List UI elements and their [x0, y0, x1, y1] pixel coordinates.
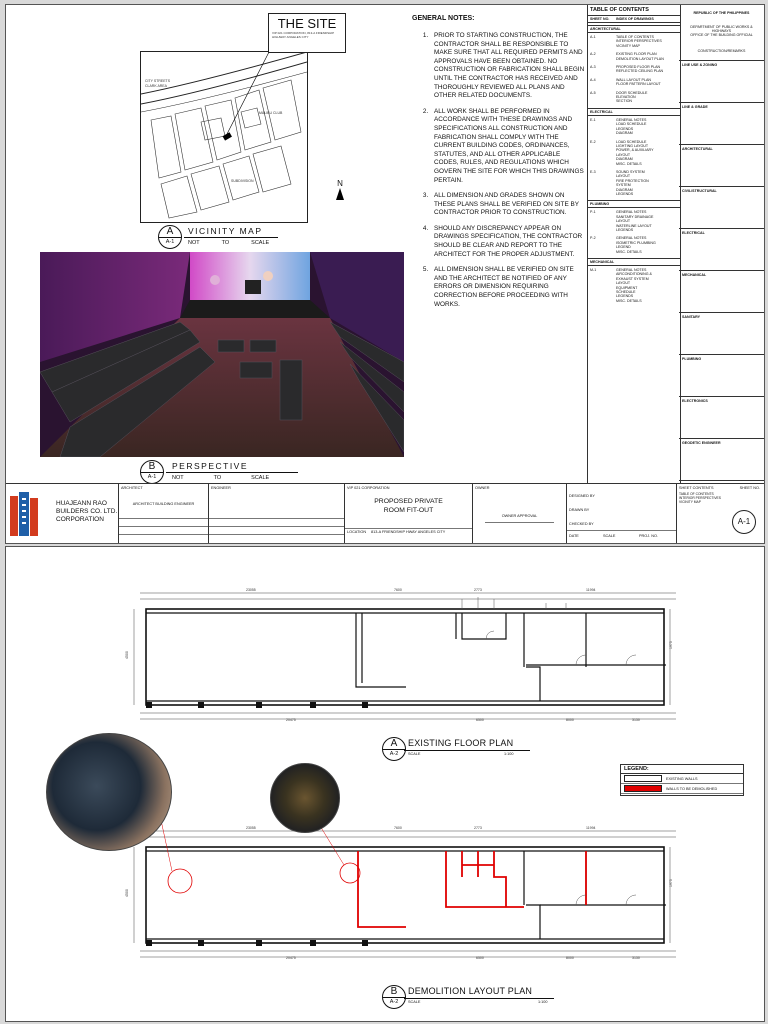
date-label: DATE	[569, 534, 579, 538]
engineer-label: ENGINEER	[211, 486, 231, 490]
legend-swatch-demolished	[624, 785, 662, 792]
svg-text:CITY STREETS: CITY STREETS	[145, 79, 171, 83]
toc-sheet-no: A-5	[590, 90, 596, 95]
scale-word: SCALE	[251, 475, 270, 481]
drawing-sheet-a2	[5, 546, 765, 1022]
toc-row	[588, 138, 680, 168]
dim-top-3: 2773	[474, 826, 482, 830]
toc-row	[588, 63, 680, 76]
title-underline	[184, 237, 278, 238]
view-sheet: A-2	[389, 999, 399, 1005]
firm-cell	[6, 484, 118, 544]
dim-side-2: 1975	[669, 879, 673, 887]
stamp-header-line: DEPARTMENT OF PUBLIC WORKS & HIGHWAYS	[690, 25, 753, 33]
toc-description: LOAD SCHEDULE LIGHTING LAYOUT POWER, & AUXILIARY LAYOUT DIAGRAM MISC. DETAILS	[616, 139, 654, 166]
legend-row	[621, 774, 743, 784]
location-label: LOCATION	[347, 530, 367, 534]
toc-sheet-no: A-2	[590, 52, 596, 57]
detail-photo-1	[46, 733, 172, 851]
toc-row	[588, 266, 680, 305]
stamp-box: ELECTRONICS	[679, 397, 764, 439]
view-sheet: A-1	[147, 474, 157, 480]
perspective-scale	[172, 475, 269, 481]
dim-top-2: 7600	[394, 588, 402, 592]
owner-label: OWNER	[475, 486, 490, 490]
scale-word: TO	[221, 240, 230, 246]
toc-description: PROPOSED FLOOR PLAN REFLECTED CEILING PLAN	[616, 65, 664, 74]
sheet-id-badge: A-1	[732, 510, 756, 534]
legend-label: WALLS TO BE DEMOLISHED	[666, 786, 718, 791]
designed-by: DESIGNED BY	[569, 494, 595, 498]
owner-name: VIP 021 CORPORATION	[347, 486, 390, 490]
table-of-contents	[587, 5, 681, 483]
site-callout-title: THE SITE	[277, 16, 337, 31]
note-item: 4. SHOULD ANY DISCREPANCY APPEAR ON DRAWINGS SPECIFICATION, THE CONTRACTOR SHOULD BE CLEAR AND REPORT TO THE ARCHITECT FOR THE PROPER ADJUSTMENT.	[430, 225, 586, 259]
perspective-title: PERSPECTIVE	[172, 461, 249, 471]
vicinity-map-drawing	[141, 52, 307, 222]
toc-row	[588, 89, 680, 106]
toc-row	[588, 168, 680, 198]
scale-word: NOT	[188, 240, 200, 246]
vicinity-scale	[188, 240, 269, 246]
stamp-box: LINE USE & ZONING	[679, 61, 764, 103]
toc-discipline: PLUMBING	[588, 200, 680, 208]
legend-title: LEGEND:	[621, 765, 743, 774]
north-arrow-icon	[336, 188, 344, 200]
firm-logo-icon	[8, 492, 46, 538]
dim-bot-2: 6500	[476, 718, 484, 722]
site-callout	[268, 13, 346, 53]
stamp-box: ELECTRICAL	[679, 229, 764, 271]
vicinity-map	[140, 51, 308, 223]
toc-sheet-no: P-2	[590, 236, 596, 241]
stamp-header-line: OFFICE OF THE BUILDING OFFICIAL	[690, 33, 753, 37]
proj-no-label: PROJ. NO.	[639, 534, 658, 538]
toc-row	[588, 116, 680, 138]
drafting-cell	[566, 484, 676, 544]
title-block	[6, 483, 764, 544]
stamp-box: LINE & GRADE	[679, 103, 764, 145]
toc-row	[588, 33, 680, 50]
engineer-cell	[208, 484, 344, 544]
approval-stamps	[679, 5, 764, 483]
north-label: N	[337, 179, 343, 188]
north-arrow	[332, 179, 348, 200]
stamp-header-line: REPUBLIC OF THE PHILIPPINES	[693, 11, 750, 15]
demolition-plan-title: DEMOLITION LAYOUT PLAN	[408, 986, 533, 996]
note-item: 5. ALL DIMENSION SHALL BE VERIFIED ON SITE AND THE ARCHITECT BE NOTIFIED OF ANY ERRORS OR DIMENSION REQUIRING CORRECTION BEFORE PROCEEDING WITH WORKS.	[430, 266, 586, 309]
dim-bot-1: 20475	[286, 718, 296, 722]
view-letter: A	[159, 226, 181, 238]
toc-col-index: INDEX OF DRAWINGS	[616, 17, 654, 21]
dim-bot-4: 3130	[632, 718, 640, 722]
scale-label: SCALE	[603, 534, 616, 538]
scale-word: SCALE	[251, 240, 270, 246]
toc-groups	[588, 25, 680, 305]
dim-top-4: 11994	[586, 826, 596, 830]
note-item: 3. ALL DIMENSION AND GRADES SHOWN ON THESE PLANS SHALL BE VERIFIED ON SITE BY CONTRACTOR PRIOR TO CONSTRUCTION.	[430, 192, 586, 218]
toc-sheet-no: E-1	[590, 117, 596, 122]
project-title: PROPOSED PRIVATE ROOM FIT-OUT	[374, 498, 443, 514]
stamp-sub: CONSTRUCTION/REMARKS	[697, 49, 746, 53]
toc-description: SOUND SYSTEM LAYOUT FIRE PROTECTION SYSTEM DIAGRAM LEGENDS	[616, 169, 649, 196]
view-bubble-a	[158, 225, 182, 249]
location-value: 813-A FRIENDSHIP HWAY ANGELES CITY	[371, 530, 446, 534]
architect-label: ARCHITECT	[121, 486, 143, 490]
project-cell	[344, 484, 472, 544]
dim-bot-3: 8000	[566, 956, 574, 960]
toc-description: GENERAL NOTES SANITARY DRAINAGE LAYOUT WATERLINE LAYOUT LEGENDS	[616, 210, 654, 232]
drawn-by: DRAWN BY	[569, 508, 590, 512]
view-bubble-existing	[382, 737, 406, 761]
dim-bot-1: 20475	[286, 956, 296, 960]
stamp-boxes	[679, 61, 764, 481]
scale-label: SCALE	[408, 752, 421, 756]
toc-sheet-no: A-4	[590, 77, 596, 82]
svg-text:MALIBU CLUB: MALIBU CLUB	[259, 111, 283, 115]
legend-swatch-existing	[624, 775, 662, 782]
drawing-sheet-a1	[5, 4, 765, 544]
title-underline	[166, 472, 298, 473]
stamp-box: CIVIL/STRUCTURAL	[679, 187, 764, 229]
checked-by: CHECKED BY	[569, 522, 594, 526]
dim-top-3: 2773	[474, 588, 482, 592]
view-sheet: A-2	[389, 751, 399, 757]
legend	[620, 764, 744, 796]
interior-perspective-render	[40, 252, 404, 457]
sheet-contents-value: TABLE OF CONTENTS INTERIOR PERSPECTIVES VICINITY MAP	[679, 492, 721, 504]
note-item: 1. PRIOR TO STARTING CONSTRUCTION, THE CONTRACTOR SHALL BE RESPONSIBLE TO MAKE SURE THAT ALL REQUIRED PERMITS AND APPROVALS HAVE BEEN OBTAINED. NO CONSTRUCTION OR FABRICATION SHALL BEGIN UNTIL THE CONTRACTOR HAS RECEIVED AND THOROUGHLY REVIEWED ALL PLANS AND OTHER RELATED DOCUMENTS.	[430, 32, 586, 101]
dim-top-2: 7600	[394, 826, 402, 830]
detail-photo-2	[270, 763, 340, 833]
svg-text:SUBDIVISION: SUBDIVISION	[231, 179, 254, 183]
view-letter: B	[383, 986, 405, 998]
stamp-box: GEODETIC ENGINEER	[679, 439, 764, 481]
view-sheet: A-1	[165, 239, 175, 245]
toc-description: DOOR SCHEDULE ELEVATION SECTION	[616, 90, 648, 104]
toc-description: TABLE OF CONTENTS INTERIOR PERSPECTIVES VICINITY MAP	[616, 35, 662, 48]
view-letter: B	[141, 461, 163, 473]
toc-sheet-no: E-3	[590, 169, 596, 174]
dim-top-4: 11994	[586, 588, 596, 592]
toc-header	[588, 16, 680, 23]
scale-word: TO	[213, 475, 222, 481]
toc-col-sheet: SHEET NO.	[590, 17, 610, 21]
toc-description: GENERAL NOTES LOAD SCHEDULE LEGENDS DIAGRAM	[616, 117, 647, 136]
toc-description: WALL LAYOUT PLAN FLOOR PATTERN LAYOUT	[616, 77, 661, 87]
dim-bot-4: 3130	[632, 956, 640, 960]
architect-line: ARCHITECT BUILDING ENGINEER	[132, 502, 195, 506]
toc-row	[588, 50, 680, 63]
dim-top-1: 23055	[246, 826, 256, 830]
owner-approval: OWNER APPROVAL	[501, 514, 538, 518]
toc-discipline: ELECTRICAL	[588, 108, 680, 116]
firm-name: HUAJEANN RAO BUILDERS CO. LTD. CORPORATION	[56, 500, 118, 523]
view-letter: A	[383, 738, 405, 750]
general-notes	[410, 15, 586, 316]
scale-value: 1:100	[504, 752, 514, 756]
toc-description: GENERAL NOTES ISOMETRIC PLUMBING LEGEND MISC. DETAILS	[616, 236, 656, 254]
dim-side-1: 4500	[125, 889, 129, 897]
svg-text:CLARK AREA: CLARK AREA	[145, 84, 167, 88]
sheet-cell	[676, 484, 764, 544]
toc-sheet-no: A-1	[590, 35, 596, 39]
toc-sheet-no: P-1	[590, 210, 596, 215]
legend-row	[621, 784, 743, 794]
dim-top-1: 23055	[246, 588, 256, 592]
dim-side-2: 1975	[669, 641, 673, 649]
sheet-contents-label: SHEET CONTENTS	[679, 486, 714, 490]
toc-description: GENERAL NOTES AIRCONDITIONING & EXHAUST SYSTEM LAYOUT EQUIPMENT SCHEDULE LEGENDS MISC. DETAILS	[616, 268, 652, 303]
stamp-box: MECHANICAL	[679, 271, 764, 313]
note-item: 2. ALL WORK SHALL BE PERFORMED IN ACCORDANCE WITH THESE DRAWINGS AND SPECIFICATIONS ALL CONSTRUCTION AND FABRICATION SHALL COMPLY WITH THE CURRENT BUILDING CODES, ORDINANCES, STATUTES, AND ALL OTHER APPLICABLE CODES, RULES, AND REGULATIONS WHICH GOVERN THE SITE FOR WHICH THIS DRAWINGS PERTAIN.	[430, 108, 586, 185]
toc-title: TABLE OF CONTENTS	[588, 5, 680, 16]
architect-cell	[118, 484, 208, 544]
dim-bot-3: 8000	[566, 718, 574, 722]
toc-row	[588, 234, 680, 256]
sheet-no-label: SHEET NO.	[739, 486, 760, 490]
toc-discipline: MECHANICAL	[588, 258, 680, 266]
toc-discipline: ARCHITECTURAL	[588, 25, 680, 33]
toc-sheet-no: A-3	[590, 65, 596, 70]
stamp-header	[679, 5, 764, 61]
scale-value: 1:100	[538, 1000, 548, 1004]
toc-sheet-no: E-2	[590, 139, 596, 144]
dim-bot-2: 6500	[476, 956, 484, 960]
title-underline	[404, 750, 530, 751]
view-bubble-demolition	[382, 985, 406, 1009]
perspective-image	[40, 252, 404, 457]
scale-word: NOT	[172, 475, 184, 481]
existing-plan-title: EXISTING FLOOR PLAN	[408, 738, 514, 748]
stamp-box: SANITARY	[679, 313, 764, 355]
vicinity-title: VICINITY MAP	[188, 226, 263, 236]
dim-side-1: 4500	[125, 651, 129, 659]
view-bubble-b	[140, 460, 164, 484]
title-underline	[404, 998, 554, 999]
stamp-box: ARCHITECTURAL	[679, 145, 764, 187]
toc-row	[588, 76, 680, 89]
toc-description: EXISTING FLOOR PLAN DEMOLITION LAYOUT PLAN	[616, 52, 664, 61]
stamp-box: PLUMBING	[679, 355, 764, 397]
site-callout-subtitle: VIP 021 CORPORATION, 813-A FRIENDSHIP HIGHWAY ANGELES CITY	[272, 31, 335, 39]
toc-sheet-no: M-1	[590, 268, 597, 273]
demolished-walls	[358, 851, 586, 927]
legend-label: EXISTING WALLS	[666, 776, 698, 781]
toc-row	[588, 208, 680, 234]
owner-approval-cell	[472, 484, 566, 544]
scale-label: SCALE	[408, 1000, 421, 1004]
general-notes-heading: GENERAL NOTES:	[412, 15, 475, 22]
